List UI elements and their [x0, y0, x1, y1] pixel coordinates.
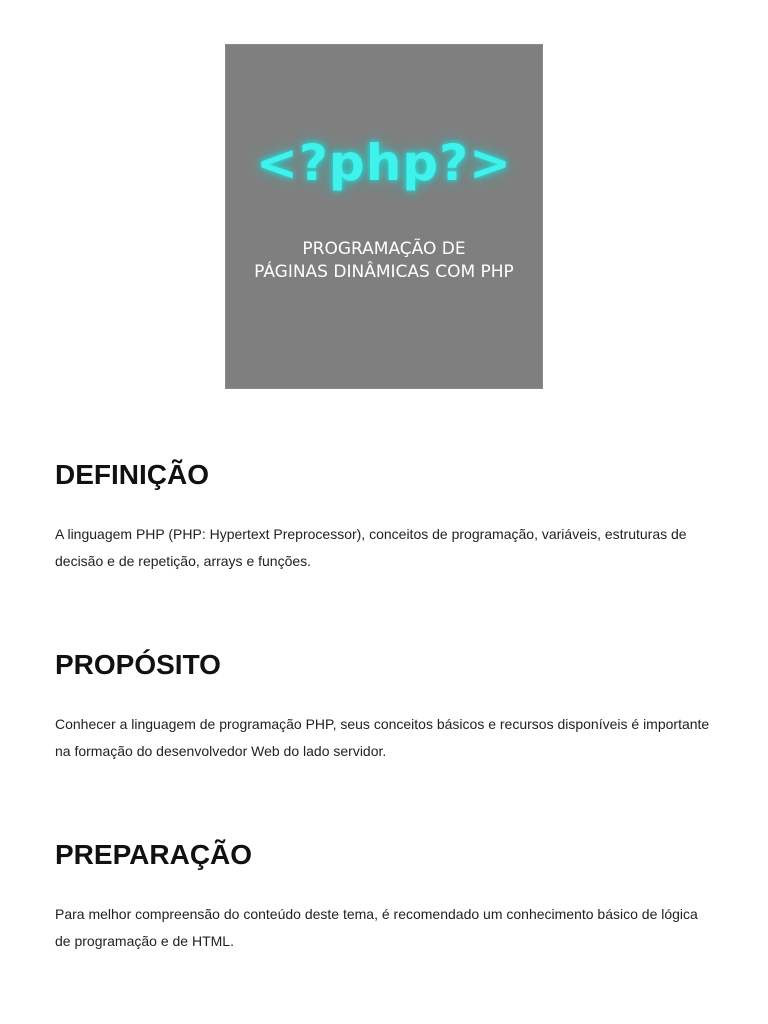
cover-title [226, 238, 542, 284]
section-proposito [55, 649, 715, 765]
php-logo: <?php?> [256, 134, 512, 192]
section-preparacao [55, 839, 715, 955]
cover-image [225, 44, 543, 389]
section-heading: PROPÓSITO [55, 649, 221, 680]
section-heading: PREPARAÇÃO [55, 839, 253, 870]
section-heading: DEFINIÇÃO [55, 459, 209, 490]
section-body: Para melhor compreensão do conteúdo deste tema, é recomendado um conhecimento básico de lógica de programação e de HTML. [55, 906, 698, 949]
section-body: Conhecer a linguagem de programação PHP, seus conceitos básicos e recursos disponíveis é importante na formação do desenvolvedor Web do lado servidor. [55, 716, 710, 759]
cover-title-line2: PÁGINAS DINÂMICAS COM PHP [254, 262, 514, 282]
section-body: A linguagem PHP (PHP: Hypertext Preprocessor), conceitos de programação, variáveis, estruturas de decisão e de repetição, arrays e funções. [55, 526, 687, 569]
section-definicao [55, 459, 715, 575]
cover-title-line1: PROGRAMAÇÃO DE [302, 239, 466, 259]
